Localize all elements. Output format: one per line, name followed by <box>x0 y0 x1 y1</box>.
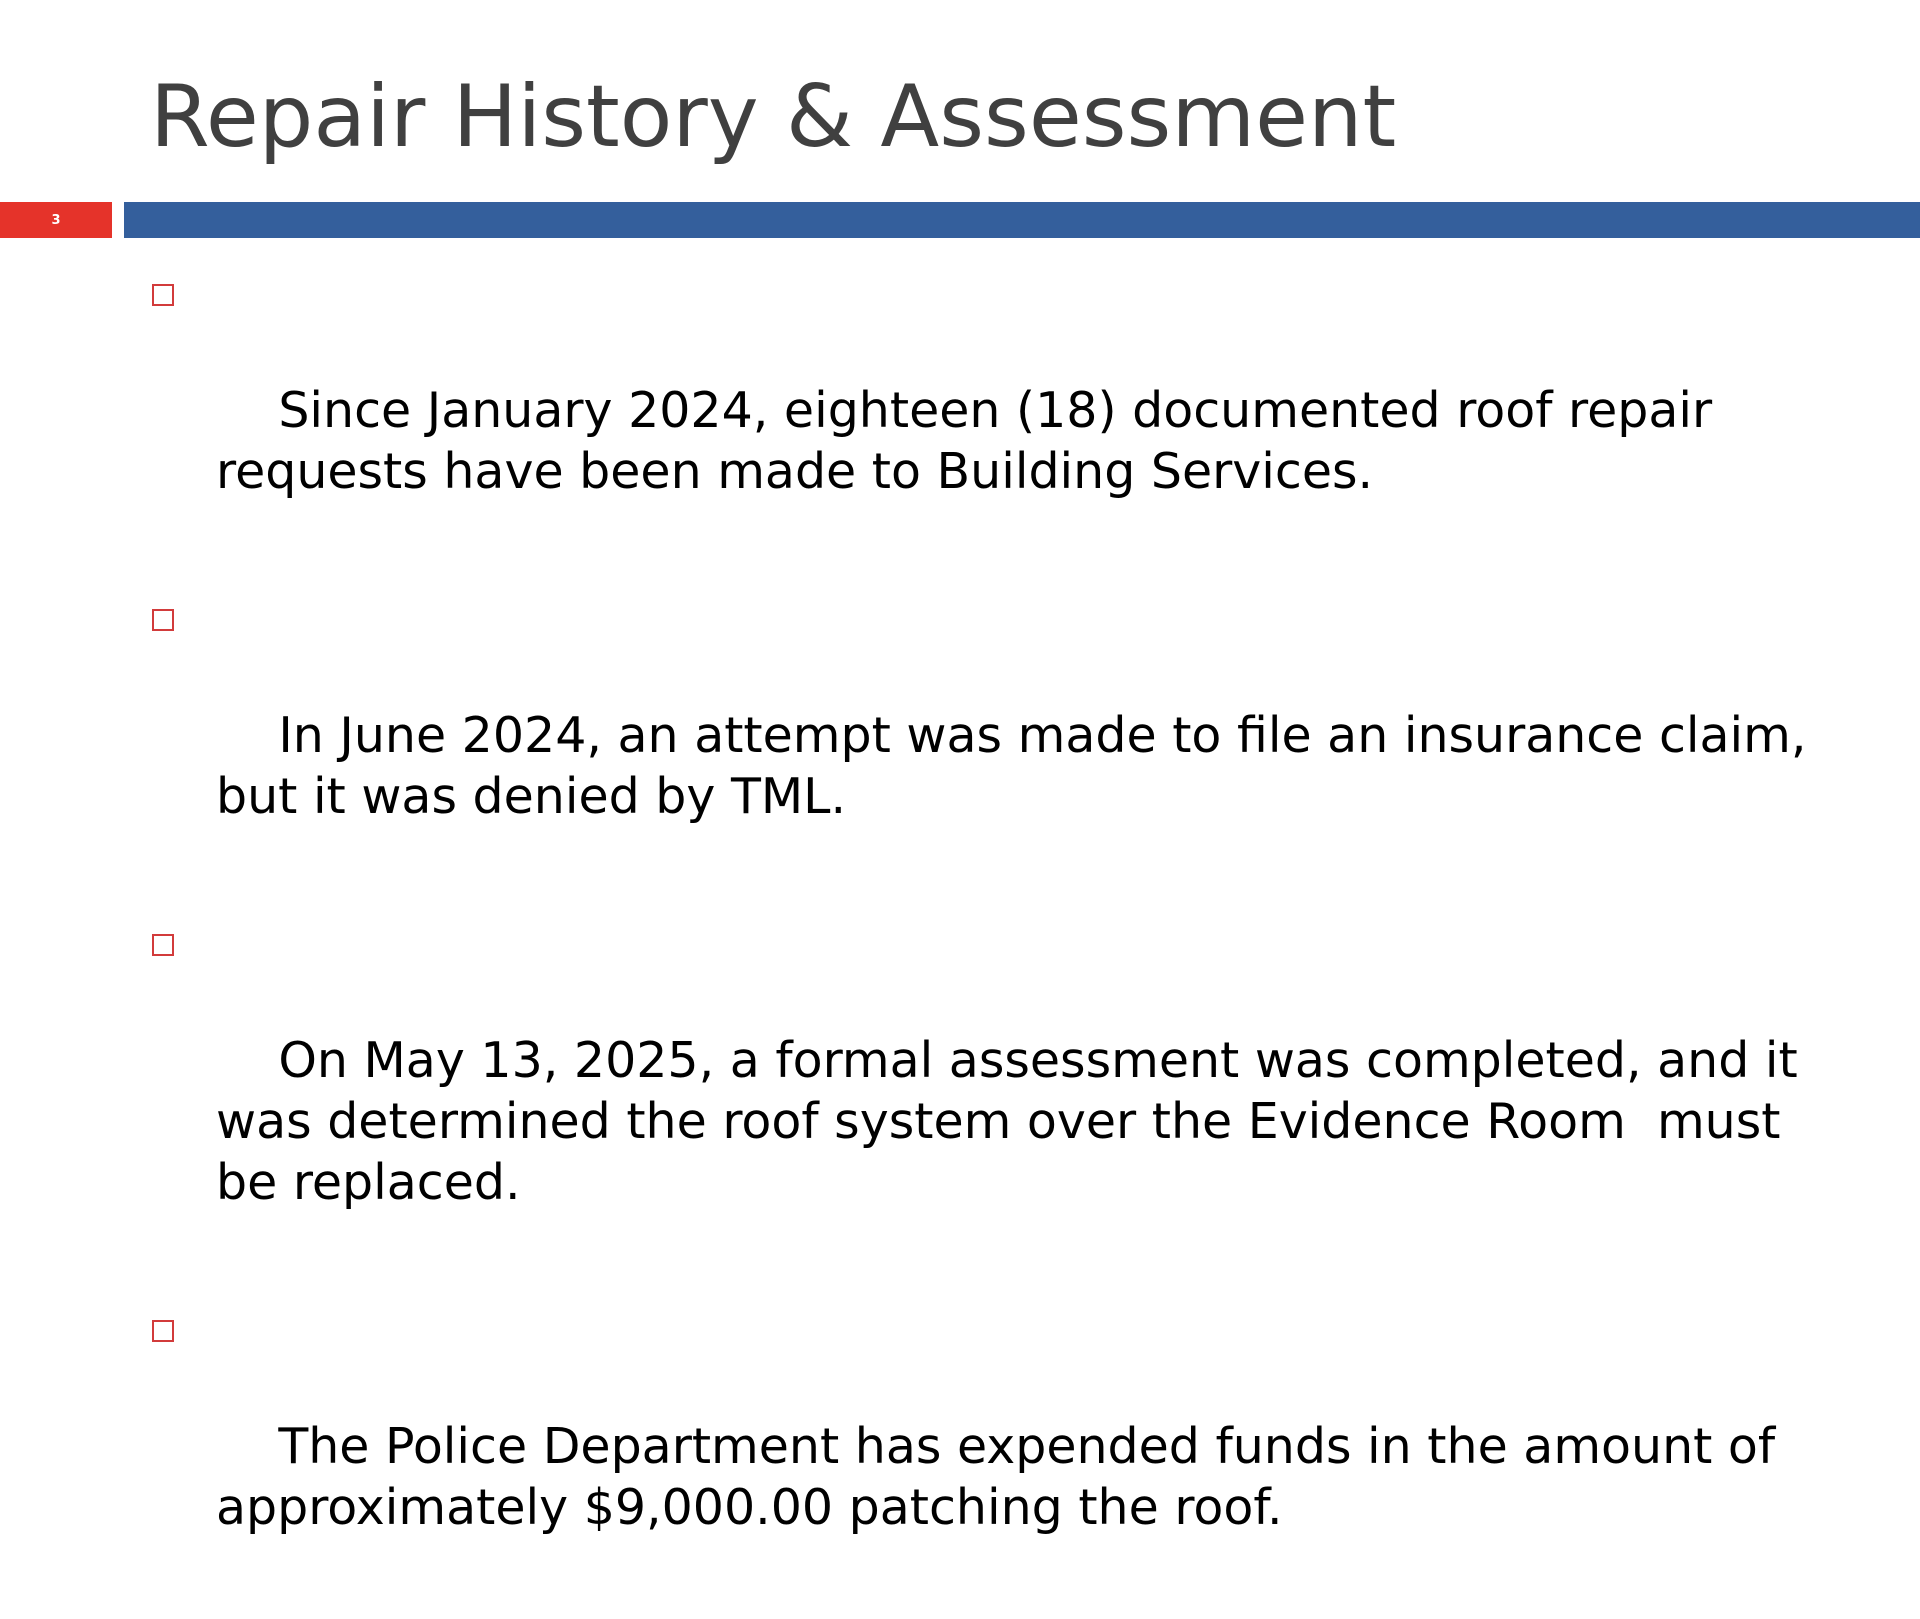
bullet-text: The Police Department has expended funds in the amount of approximately $9,000.00 patching the roof. <box>216 1418 1791 1536</box>
slide-number: 3 <box>51 212 61 228</box>
bullet-text: In June 2024, an attempt was made to file an insurance claim, but it was denied by TML. <box>216 707 1823 825</box>
bullet-list <box>150 258 1830 1619</box>
title-accent-bar <box>124 202 1920 238</box>
slide-title: Repair History & Assessment <box>150 67 1397 167</box>
hollow-square-bullet-icon <box>152 1320 174 1342</box>
bullet-item <box>150 583 1830 888</box>
bullet-text: On May 13, 2025, a formal assessment was completed, and it was determined the roof system over the Evidence Room must be replaced. <box>216 1032 1814 1211</box>
bullet-item <box>150 908 1830 1274</box>
bullet-item <box>150 258 1830 563</box>
hollow-square-bullet-icon <box>152 934 174 956</box>
bullet-text: Since January 2024, eighteen (18) documented roof repair requests have been made to Building Services. <box>216 382 1728 500</box>
bullet-item <box>150 1294 1830 1599</box>
hollow-square-bullet-icon <box>152 609 174 631</box>
slide-number-bar <box>0 202 112 238</box>
hollow-square-bullet-icon <box>152 284 174 306</box>
